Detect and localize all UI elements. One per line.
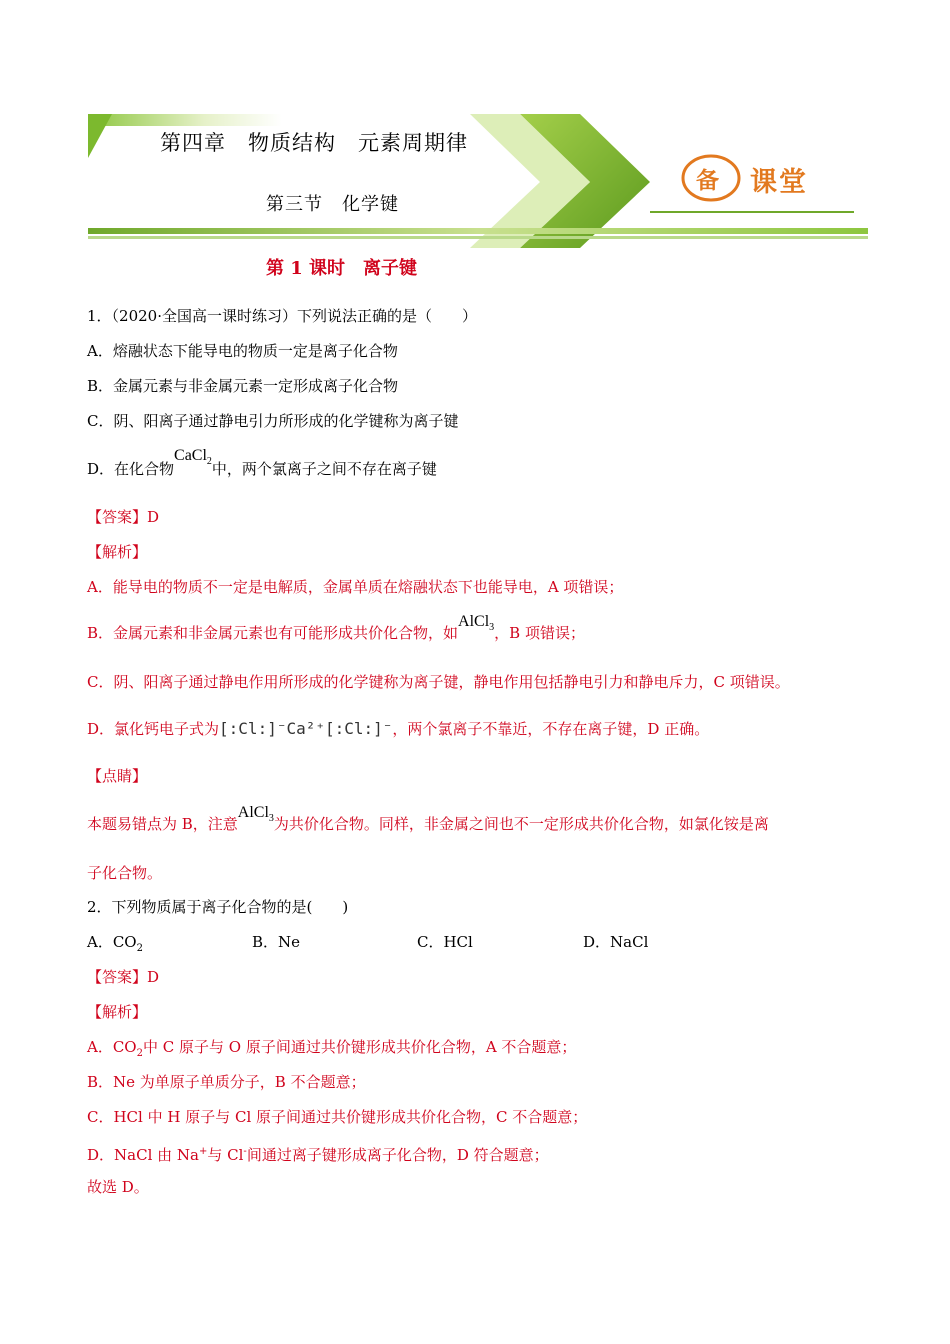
- q2-analysis-d-mid: 与 Cl: [207, 1146, 244, 1164]
- q1-option-d-pre: D．在化合物: [87, 460, 175, 478]
- formula-sub: 2: [206, 456, 212, 467]
- q2-option-a: [87, 932, 143, 959]
- q1-option-b: B．金属元素与非金属元素一定形成离子化合物: [87, 377, 399, 395]
- q1-analysis-c: C．阴、阳离子通过静电作用所形成的化学键称为离子键，静电作用包括静电引力和静电斥力，C 项错误。: [87, 673, 790, 691]
- q2-analysis-a-post: 中 C 原子与 O 原子间通过共价键形成共价化合物，A 不合题意；: [142, 1038, 577, 1056]
- q2-option-c: C．HCl: [417, 933, 473, 951]
- q1-tip-line2: 子化合物。: [87, 864, 163, 882]
- q2-option-b: B．Ne: [252, 933, 301, 951]
- q2-stem: 2．下列物质属于离子化合物的是( ): [87, 898, 349, 916]
- badge-char: 备: [696, 168, 719, 194]
- q2-option-a-sub: 2: [136, 943, 143, 954]
- q2-analysis-d-pre: D．NaCl 由 Na: [87, 1146, 199, 1164]
- q2-answer: 【答案】D: [87, 968, 160, 986]
- lewis-structure-cacl2: [:Cl:]⁻Ca²⁺[:Cl:]⁻: [219, 719, 393, 738]
- q2-analysis-d-post: 间通过离子键形成离子化合物，D 符合题意；: [246, 1146, 549, 1164]
- section-title: 第三节 化学键: [266, 194, 399, 215]
- q2-analysis-a-sub: 2: [136, 1048, 143, 1059]
- q1-tip-post: 为共价化合物。同样，非金属之间也不一定形成共价化合物，如氯化铵是离: [273, 815, 769, 833]
- q1-tip-pre: 本题易错点为 B，注意: [87, 815, 238, 833]
- q2-analysis-label: 【解析】: [87, 1003, 148, 1021]
- formula-alcl3: [458, 613, 495, 633]
- q2-analysis-a-pre: A．CO: [87, 1038, 137, 1056]
- badge-text: 课堂: [750, 167, 808, 198]
- q1-analysis-d-post: ，两个氯离子不靠近，不存在离子键，D 正确。: [392, 720, 710, 738]
- formula-main: AlCl: [237, 804, 269, 821]
- formula-cacl2: [174, 447, 212, 467]
- q1-analysis-label: 【解析】: [87, 543, 148, 561]
- q1-analysis-b-post: ，B 项错误；: [494, 624, 585, 642]
- q1-analysis-b-pre: B．金属元素和非金属元素也有可能形成共价化合物，如: [87, 624, 459, 642]
- q2-conclusion: 故选 D。: [87, 1178, 149, 1196]
- q2-option-d: D．NaCl: [583, 933, 649, 951]
- q1-tip-line1: [87, 804, 769, 841]
- q1-option-a: A．熔融状态下能导电的物质一定是离子化合物: [87, 342, 398, 360]
- q1-analysis-b: [87, 613, 585, 650]
- q1-analysis-d-pre: D．氯化钙电子式为: [87, 720, 220, 738]
- q2-option-a-text: A．CO: [87, 933, 137, 951]
- q1-option-d-post: 中，两个氯离子之间不存在离子键: [211, 460, 437, 478]
- q2-analysis-d: [87, 1142, 549, 1165]
- q2-analysis-b: B．Ne 为单原子单质分子，B 不合题意；: [87, 1073, 366, 1091]
- lesson-title: 第 1 课时 离子键: [266, 258, 418, 279]
- formula-main: CaCl: [174, 447, 207, 464]
- q1-option-d: [87, 447, 437, 486]
- q2-analysis-c: C．HCl 中 H 原子与 Cl 原子间通过共价键形成共价化合物，C 不合题意；: [87, 1108, 588, 1126]
- formula-alcl3-tip: [237, 804, 274, 824]
- formula-sub: 3: [268, 813, 274, 824]
- q1-analysis-a: A．能导电的物质不一定是电解质，金属单质在熔融状态下也能导电，A 项错误；: [87, 578, 624, 596]
- chapter-title: 第四章 物质结构 元素周期律: [160, 131, 468, 155]
- q1-answer: 【答案】D: [87, 508, 160, 526]
- q2-analysis-d-sup2: -: [243, 1146, 247, 1157]
- q1-analysis-d: [87, 719, 709, 739]
- formula-main: AlCl: [458, 613, 490, 630]
- q1-option-c: C．阴、阳离子通过静电引力所形成的化学键称为离子键: [87, 412, 459, 430]
- q2-analysis-d-sup1: +: [198, 1146, 208, 1157]
- q1-tip-label: 【点睛】: [87, 767, 148, 785]
- formula-sub: 3: [489, 622, 495, 633]
- q1-stem: 1．（2020·全国高一课时练习）下列说法正确的是（ ）: [87, 307, 477, 325]
- q2-analysis-a: [87, 1037, 576, 1064]
